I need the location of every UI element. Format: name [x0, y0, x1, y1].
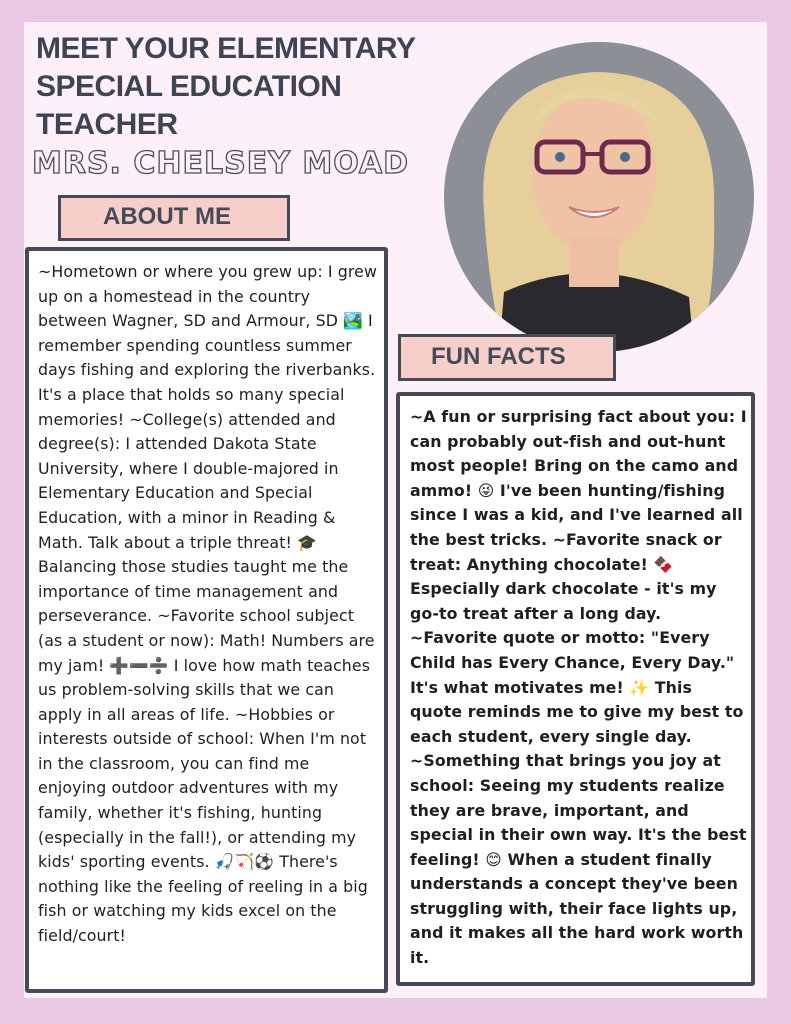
- about-me-label: ABOUT ME: [58, 195, 290, 241]
- fun-facts-label: FUN FACTS: [398, 334, 616, 381]
- about-me-text: ~Hometown or where you grew up: I grew up on a homestead in the country between Wagner, SD and Armour, SD 🏞️ I remember spending countless summer days fishing and exploring the riverbanks. It's a place that holds so many special memories! ~College(s) attended and degree(s): I attended Dakota State University, where I double-majored in Elementary Education and Special Education, with a minor in Reading & Math. Talk about a triple threat! 🎓 Balancing those studies taught me the importance of time management and perseverance. ~Favorite school subject (as a student or now): Math! Numbers are my jam! ➕➖➗ I love how math teaches us problem-solving skills that we can apply in all areas of life. ~Hobbies or interests outside of school: When I'm not in the classroom, you can find me enjoying outdoor adventures with my family, whether it's fishing, hunting (especially in the fall!), or attending my kids' sporting events. 🎣🏹⚽ There's nothing like the feeling of reeling in a big fish or watching my kids excel on the field/court!: [38, 262, 377, 946]
- about-me-box: [25, 247, 388, 993]
- teacher-photo: [444, 42, 754, 352]
- fun-facts-box: [396, 392, 755, 986]
- page-title: MEET YOUR ELEMENTARY SPECIAL EDUCATION TEACHER: [36, 32, 415, 141]
- teacher-name: MRS. CHELSEY MOAD: [32, 146, 410, 181]
- fun-facts-text: ~A fun or surprising fact about you: I can probably out-fish and out-hunt most people! Bring on the camo and ammo! 😜 I've been hunting/fishing since I was a kid, and I've learned all the best tricks. ~Favorite snack or treat: Anything chocolate! 🍫 Especially dark chocolate - it's my go-to treat after a long day. ~Favorite quote or motto: "Every Child has Every Chance, Every Day." It's what motivates me! ✨ This quote reminds me to give my best to each student, every single day. ~Something that brings you joy at school: Seeing my students realize they are brave, important, and special in their own way. It's the best feeling! 😊 When a student finally understands a concept they've been struggling with, their face lights up, and it makes all the hard work worth it.: [410, 407, 747, 968]
